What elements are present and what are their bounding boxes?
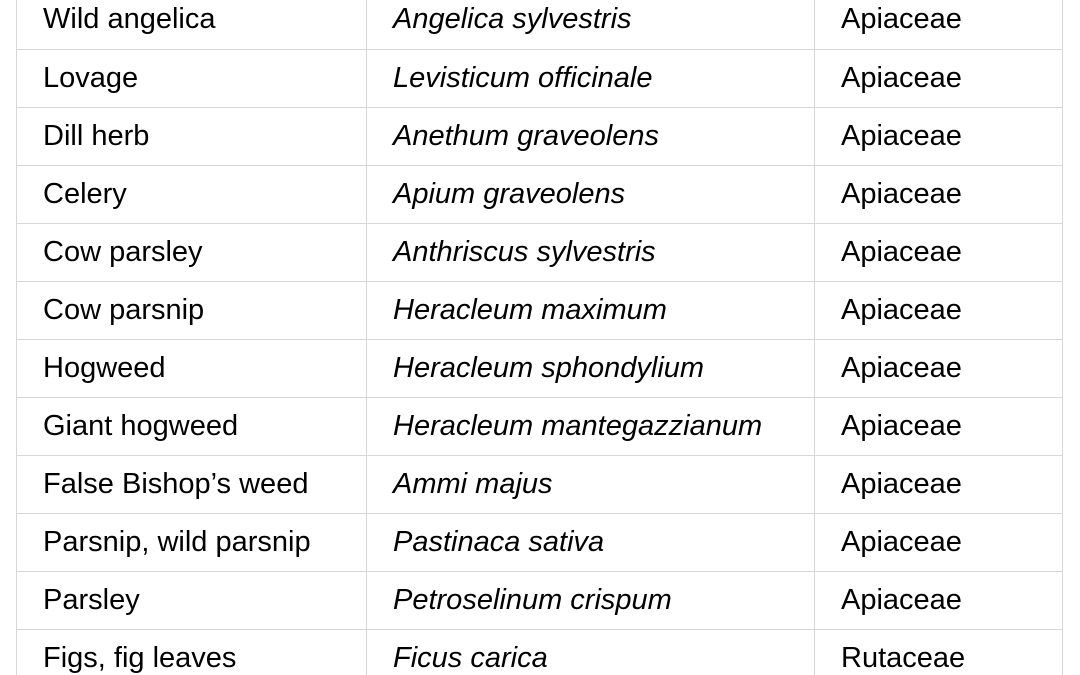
common-name-cell: Figs, fig leaves xyxy=(17,629,367,675)
family-cell: Apiaceae xyxy=(815,571,1063,629)
scientific-name-cell: Anethum graveolens xyxy=(367,107,815,165)
family-cell: Rutaceae xyxy=(815,629,1063,675)
table-row xyxy=(17,339,1063,397)
family-cell: Apiaceae xyxy=(815,339,1063,397)
family-cell: Apiaceae xyxy=(815,107,1063,165)
common-name-cell: Parsnip, wild parsnip xyxy=(17,513,367,571)
scientific-name-cell: Ammi majus xyxy=(367,455,815,513)
scientific-name-cell: Ficus carica xyxy=(367,629,815,675)
table-row xyxy=(17,281,1063,339)
table-row xyxy=(17,165,1063,223)
table-row xyxy=(17,571,1063,629)
scientific-name-cell: Heracleum mantegazzianum xyxy=(367,397,815,455)
common-name-cell: Cow parsnip xyxy=(17,281,367,339)
family-cell: Apiaceae xyxy=(815,397,1063,455)
family-cell: Apiaceae xyxy=(815,165,1063,223)
common-name-cell: Cow parsley xyxy=(17,223,367,281)
family-cell: Apiaceae xyxy=(815,513,1063,571)
common-name-cell: Dill herb xyxy=(17,107,367,165)
common-name-cell: Parsley xyxy=(17,571,367,629)
common-name-cell: Celery xyxy=(17,165,367,223)
common-name-cell: Giant hogweed xyxy=(17,397,367,455)
common-name-cell: False Bishop’s weed xyxy=(17,455,367,513)
scientific-name-cell: Anthriscus sylvestris xyxy=(367,223,815,281)
common-name-cell: Hogweed xyxy=(17,339,367,397)
plant-table xyxy=(16,0,1063,675)
table-row xyxy=(17,455,1063,513)
family-cell: Apiaceae xyxy=(815,49,1063,107)
table-row xyxy=(17,513,1063,571)
scientific-name-cell: Heracleum maximum xyxy=(367,281,815,339)
table-row xyxy=(17,107,1063,165)
table-row xyxy=(17,223,1063,281)
scientific-name-cell: Angelica sylvestris xyxy=(367,0,815,49)
scientific-name-cell: Apium graveolens xyxy=(367,165,815,223)
scientific-name-cell: Petroselinum crispum xyxy=(367,571,815,629)
table-row xyxy=(17,397,1063,455)
family-cell: Apiaceae xyxy=(815,281,1063,339)
scientific-name-cell: Heracleum sphondylium xyxy=(367,339,815,397)
family-cell: Apiaceae xyxy=(815,223,1063,281)
table-row xyxy=(17,629,1063,675)
scientific-name-cell: Levisticum officinale xyxy=(367,49,815,107)
table-row xyxy=(17,0,1063,49)
family-cell: Apiaceae xyxy=(815,455,1063,513)
common-name-cell: Lovage xyxy=(17,49,367,107)
scientific-name-cell: Pastinaca sativa xyxy=(367,513,815,571)
table-row xyxy=(17,49,1063,107)
common-name-cell: Wild angelica xyxy=(17,0,367,49)
family-cell: Apiaceae xyxy=(815,0,1063,49)
